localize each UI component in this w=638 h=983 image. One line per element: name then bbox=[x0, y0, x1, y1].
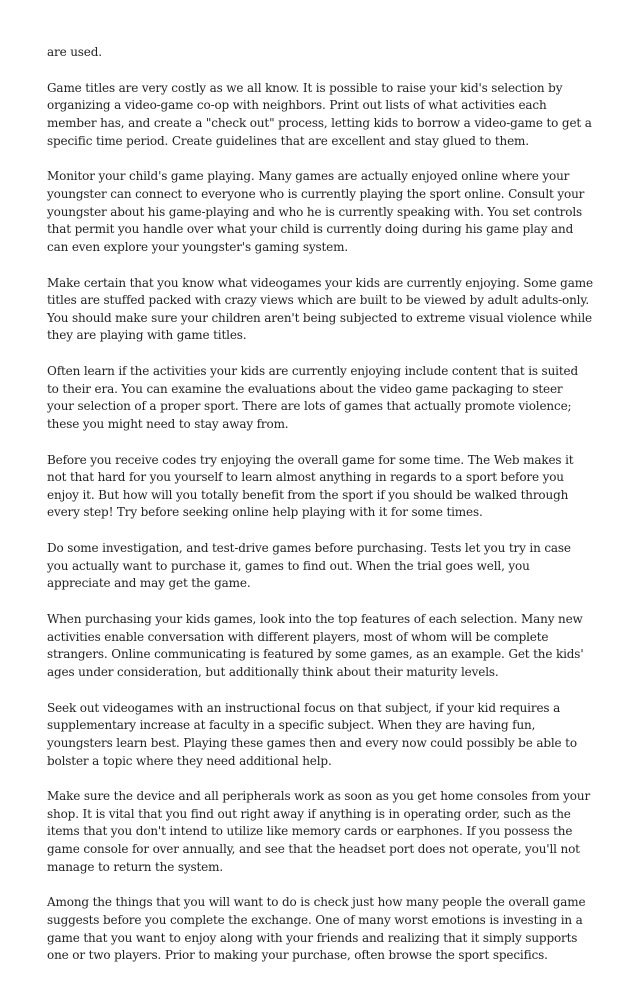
paragraph-test-drive: Do some investigation, and test-drive games before purchasing. Tests let you try in case you actually want to purchase it, games to find out. When the trial goes well, you appreciate and may get the game. bbox=[47, 541, 571, 591]
paragraph-continued: are used. bbox=[47, 45, 102, 59]
paragraph-peripherals: Make sure the device and all peripherals work as soon as you get home consoles from your shop. It is vital that you find out right away if anything is in operating order, such as the items that you don't intend to utilize like memory cards or earphones. If you possess the game console for over annually, and see that the headset port does not operate, you'll not manage to return the system. bbox=[47, 789, 591, 874]
paragraph-instructional: Seek out videogames with an instructional focus on that subject, if your kid requires a supplementary increase at faculty in a specific subject. When they are having fun, youngsters learn best. Playing these games then and every now could possibly be able to bolster a topic where they need additional help. bbox=[47, 700, 577, 768]
paragraph-know-videogames: Make certain that you know what videogames your kids are currently enjoying. Some game titles are stuffed packed with crazy views which are built to be viewed by adult adults-only. You should make sure your children aren't being subjected to extreme visual violence while they are playing with game titles. bbox=[47, 275, 593, 343]
paragraph-suited-content: Often learn if the activities your kids are currently enjoying include content that is suited to their era. You can examine the evaluations about the video game packaging to steer your selection of a proper sport. There are lots of games that actually promote violence; these you might need to stay away from. bbox=[47, 364, 578, 431]
paragraph-game-coop: Game titles are very costly as we all know. It is possible to raise your kid's selection by organizing a video-game co-op with neighbors. Print out lists of what activities each member has, and create a "check out" process, letting kids to borrow a video-game to get a specific time period. Create guidelines that are excellent and stay glued to them. bbox=[47, 80, 592, 148]
paragraph-before-codes: Before you receive codes try enjoying the overall game for some time. The Web makes it not that hard for you yourself to learn almost anything in regards to a sport before you enjoy it. But how will you totally benefit from the sport if you should be walked through every step! Try before seeking online help playing with it for some times. bbox=[47, 452, 574, 520]
document-page bbox=[47, 44, 593, 983]
paragraph-player-count: Among the things that you will want to do is check just how many people the overall game suggests before you complete the exchange. One of many worst emotions is investing in a game that you want to enjoy along with your friends and realizing that it simply supports one or two players. Prior to making your purchase, often browse the sport specifics. bbox=[47, 895, 586, 963]
paragraph-monitor-playing: Monitor your child's game playing. Many games are actually enjoyed online where your youngster can connect to everyone who is currently playing the sport online. Consult your youngster about his game-playing and who he is currently speaking with. You set controls that permit you handle over what your child is currently doing during his game play and can even explore your youngster's gaming system. bbox=[47, 169, 585, 254]
paragraph-top-features: When purchasing your kids games, look into the top features of each selection. Many new activities enable conversation with different players, most of whom will be complete strangers. Online communicating is featured by some games, as an example. Get the kids' ages under consideration, but additionally think about their maturity levels. bbox=[47, 612, 584, 679]
